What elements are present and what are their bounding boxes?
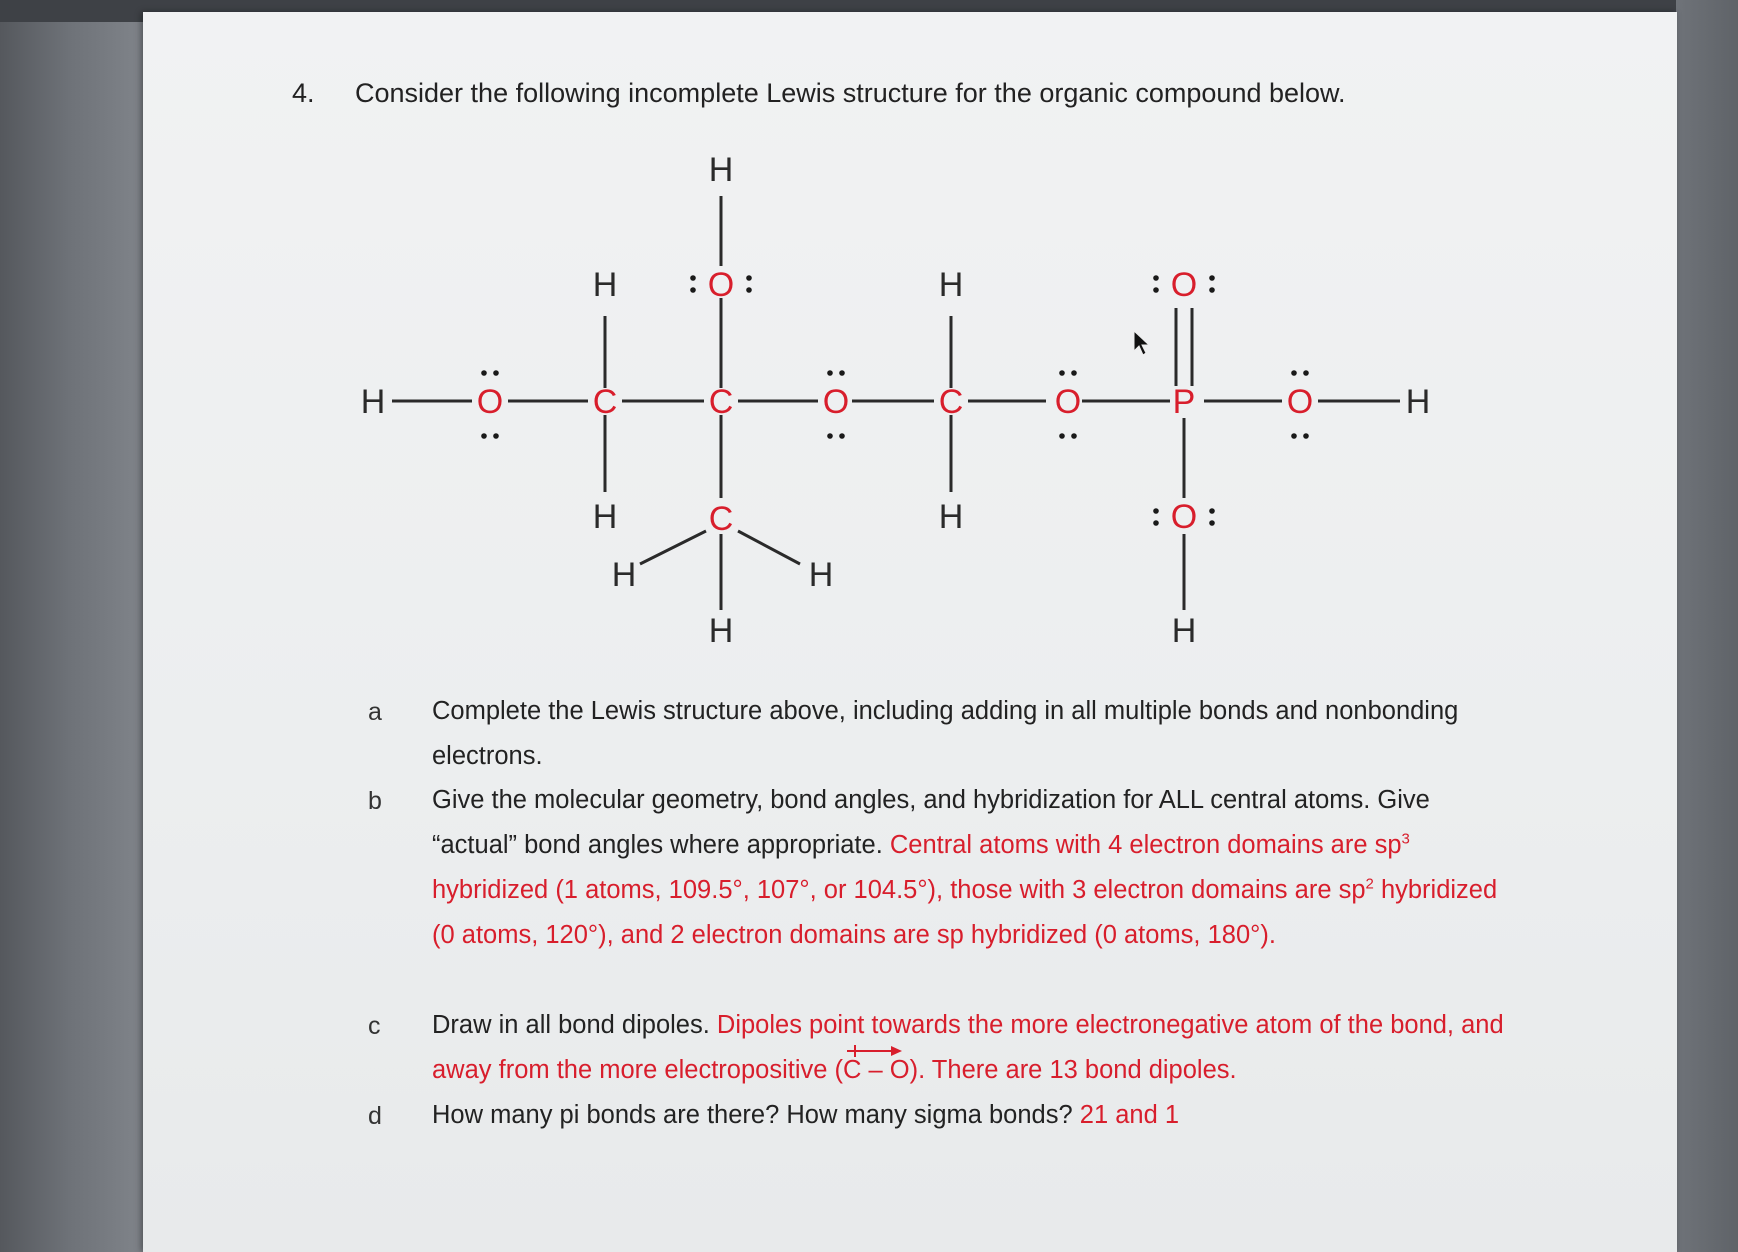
item-b-text: [432, 778, 1512, 958]
atom-h-oh-top: H: [708, 151, 734, 189]
atom-c-methyl: C: [708, 500, 734, 538]
atom-h1: H: [360, 383, 386, 421]
item-b-red-3: hybridized (0 atoms, 120°), and 2 electron domains are sp hybridized (0 atoms, 180°).: [432, 876, 1498, 949]
atom-p: P: [1172, 383, 1196, 421]
atom-h-methyl-right: H: [808, 556, 834, 594]
atom-o2: O: [822, 383, 850, 421]
atom-h-c3-top: H: [938, 266, 964, 304]
item-d-letter: d: [368, 1102, 382, 1130]
item-c-letter: c: [368, 1012, 381, 1040]
mouse-cursor-icon: [1132, 330, 1152, 358]
atom-o1: O: [476, 383, 504, 421]
atom-h-c3-bottom: H: [938, 498, 964, 536]
atom-h-methyl-bottom: H: [708, 612, 734, 650]
item-c-red-2: ). There are 13 bond dipoles.: [909, 1056, 1237, 1084]
item-b-black: Give the molecular geometry, bond angles, and hybridization for ALL central atoms. Give “actual” bond angles where appropriate.: [432, 786, 1430, 859]
item-c-black: Draw in all bond dipoles.: [432, 1011, 710, 1039]
item-d-black: How many pi bonds are there? How many sigma bonds?: [432, 1101, 1073, 1129]
item-b-red-2: hybridized (1 atoms, 109.5°, 107°, or 104.5°), those with 3 electron domains are sp: [432, 876, 1366, 904]
item-a-text: [432, 689, 1512, 779]
item-a-black: Complete the Lewis structure above, including adding in all multiple bonds and nonbonding electrons.: [432, 697, 1459, 770]
item-b-red-1: Central atoms with 4 electron domains are sp: [889, 831, 1402, 859]
atom-o4: O: [1286, 383, 1314, 421]
item-b-sup-1: 3: [1401, 830, 1410, 848]
atom-h-methyl-left: H: [611, 556, 637, 594]
atom-c3: C: [938, 383, 964, 421]
atom-c2: C: [708, 383, 734, 421]
dipole-arrow-icon: [845, 1044, 903, 1058]
item-a-letter: a: [368, 698, 382, 726]
item-b-letter: b: [368, 787, 382, 815]
atom-h-end: H: [1405, 383, 1431, 421]
dipole-notation: [843, 1048, 910, 1093]
item-c-red-1: Dipoles point towards the more electronegative atom of the bond, and away from the more electropositive (: [432, 1011, 1504, 1084]
atom-h-p-bottom: H: [1171, 612, 1197, 650]
item-c-text: [432, 1003, 1512, 1093]
item-d-text: [432, 1093, 1512, 1138]
question-prompt: Consider the following incomplete Lewis structure for the organic compound below.: [355, 78, 1346, 108]
item-b-sup-2: 2: [1365, 875, 1374, 893]
item-d-answer: 21 and 1: [1079, 1101, 1180, 1129]
atom-o-p-down: O: [1170, 498, 1198, 536]
atom-h-c1-top: H: [592, 266, 618, 304]
question-number: 4.: [292, 78, 315, 108]
dipole-bond: C – O: [843, 1056, 910, 1084]
atom-o-hydroxyl: O: [707, 266, 735, 304]
atom-o3: O: [1054, 383, 1082, 421]
atom-c1: C: [592, 383, 618, 421]
atom-o-double: O: [1170, 266, 1198, 304]
atom-h-c1-bottom: H: [592, 498, 618, 536]
